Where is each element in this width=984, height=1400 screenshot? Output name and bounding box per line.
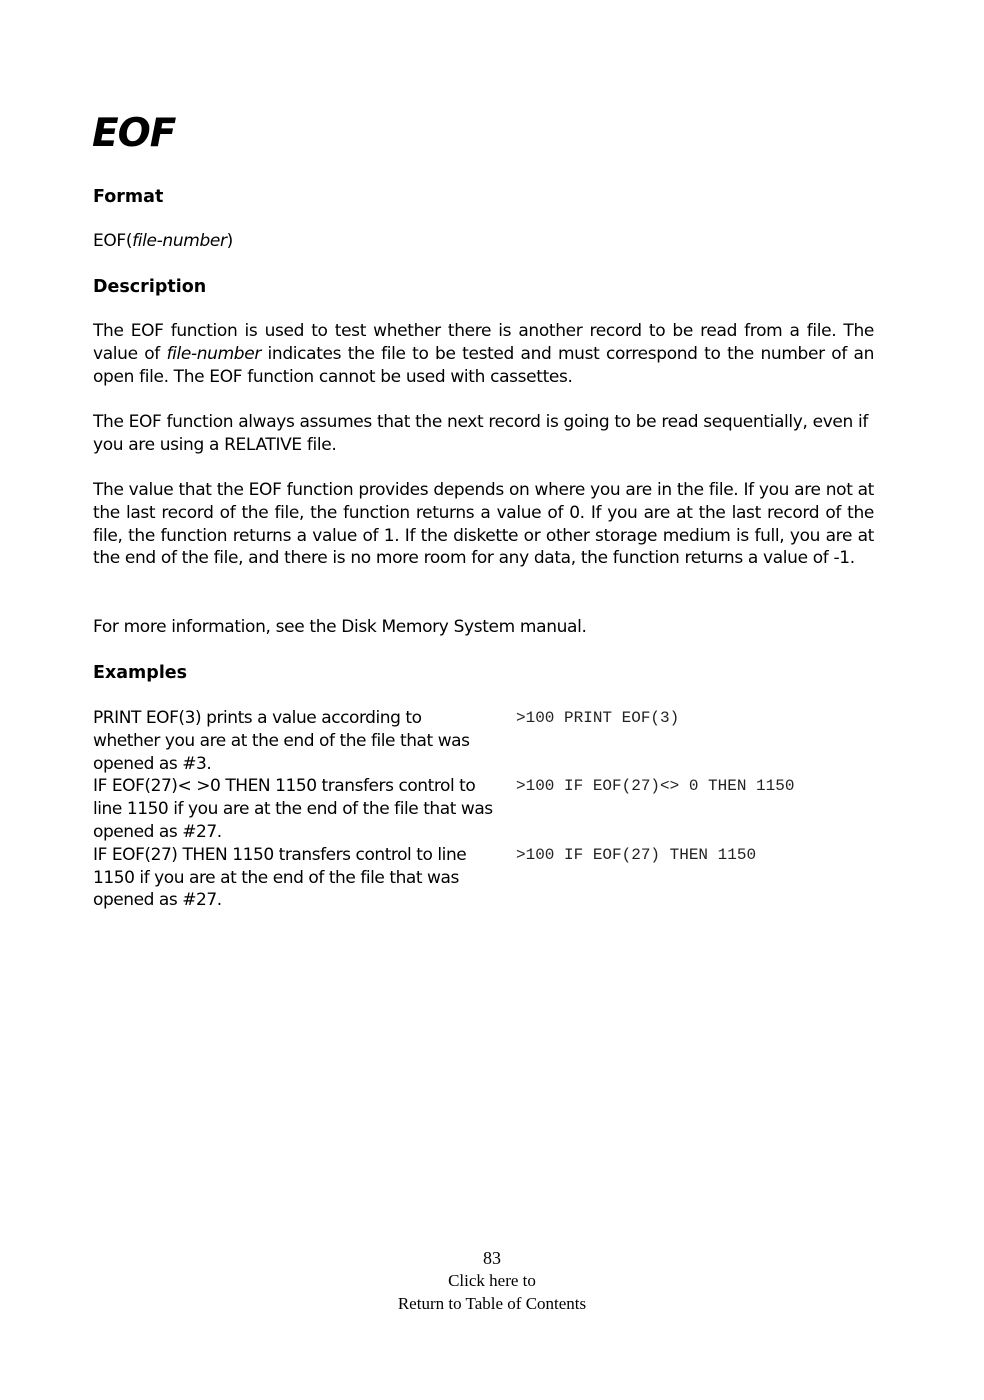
- toc-link-line-1[interactable]: Click here to: [448, 1271, 536, 1290]
- description-paragraph-4: For more information, see the Disk Memory System manual.: [93, 617, 587, 637]
- description-paragraph-3: The value that the EOF function provides depends on where you are in the file. If you are not at the last record of the file, the function returns a value of 0. If you are at the last record of the file, the function returns a value of 1. If the diskette or other storage medium is full, you are at the end of the file, and there is no more room for any data, the function returns a value of -1.: [93, 480, 874, 569]
- example-description: PRINT EOF(3) prints a value according to whether you are at the end of the file that was opened as #3.: [93, 708, 470, 774]
- description-paragraph-1: [93, 320, 874, 388]
- format-syntax-prefix: EOF(: [93, 231, 133, 251]
- page-number: 83: [483, 1248, 501, 1268]
- format-syntax: [93, 230, 233, 253]
- example-item: [93, 775, 893, 843]
- example-description: IF EOF(27)< >0 THEN 1150 transfers control to line 1150 if you are at the end of the file that was opened as #27.: [93, 776, 493, 842]
- examples-heading: Examples: [93, 663, 188, 683]
- format-syntax-suffix: ): [226, 231, 233, 251]
- example-code: >100 IF EOF(27)<> 0 THEN 1150: [516, 777, 795, 796]
- example-item: [93, 707, 893, 775]
- description-p1-param: file-number: [166, 343, 261, 364]
- example-code: >100 PRINT EOF(3): [516, 709, 680, 727]
- format-heading: Format: [93, 187, 164, 207]
- description-heading: Description: [93, 277, 207, 297]
- example-item: [93, 844, 893, 912]
- format-syntax-param: file-number: [132, 231, 227, 251]
- page-footer: [0, 1247, 984, 1315]
- example-code: >100 IF EOF(27) THEN 1150: [516, 845, 757, 864]
- description-p1-part2: indicates the file to be tested and must correspond to the number of an open file. The EOF function cannot be used with cassettes.: [93, 343, 874, 387]
- toc-link-line-2[interactable]: Return to Table of Contents: [397, 1294, 587, 1313]
- description-paragraph-2: The EOF function always assumes that the next record is going to be read sequentially, even if you are using a RELATIVE file.: [93, 412, 869, 455]
- example-description: IF EOF(27) THEN 1150 transfers control to line 1150 if you are at the end of the file that was opened as #27.: [93, 844, 467, 911]
- examples-list: [93, 707, 893, 912]
- description-p1-part1: The EOF function is used to test whether there is another record to be read from a file. The value of: [93, 321, 874, 364]
- page-title: EOF: [92, 111, 176, 156]
